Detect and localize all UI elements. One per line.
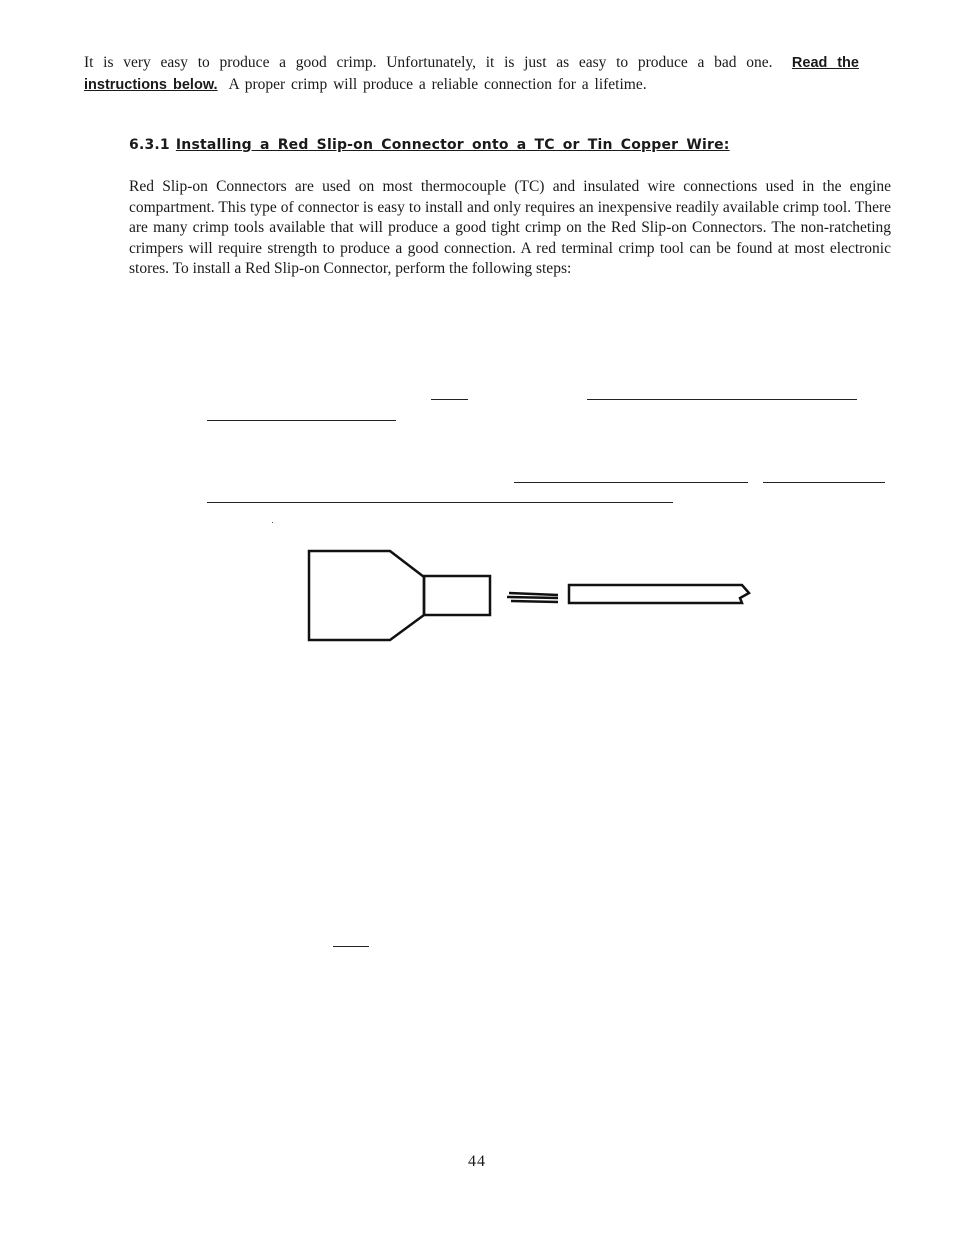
body-paragraph: Red Slip-on Connectors are used on most thermocouple (TC) and insulated wire connections used in the engine compartment. This type of connector is easy to install and only requires an inexpensive readily available crimp tool. There are many crimp tools available that will produce a good tight crimp on the Red Slip-on Connectors. The non-ratcheting crimpers will require strength to produce a good connection. A red terminal crimp tool can be found at most electronic stores. To install a Red Slip-on Connector, perform the following steps: (129, 178, 891, 277)
intro-paragraph (84, 52, 859, 96)
intro-emphasis: Read the instructions below. (84, 55, 859, 93)
stripped-wire-icon (507, 585, 749, 603)
blank-line (207, 420, 396, 421)
blank-line (333, 946, 369, 947)
blank-line (763, 482, 885, 483)
blank-line (431, 399, 468, 400)
intro-text-after: A proper crimp will produce a reliable connection for a lifetime. (228, 76, 647, 93)
red-slip-on-connector-icon (309, 551, 490, 640)
blank-line (207, 502, 673, 503)
connector-diagram (300, 540, 760, 650)
section-number: 6.3.1 (129, 137, 170, 153)
intro-text: It is very easy to produce a good crimp. Unfortunately, it is just as easy to produce a bad one. (84, 54, 773, 71)
page-number: 44 (468, 1153, 486, 1170)
scan-speck (272, 522, 273, 523)
section-title: Installing a Red Slip-on Connector onto a TC or Tin Copper Wire: (175, 137, 730, 153)
section-heading (129, 137, 730, 153)
blank-line (514, 482, 748, 483)
blank-line (587, 399, 857, 400)
